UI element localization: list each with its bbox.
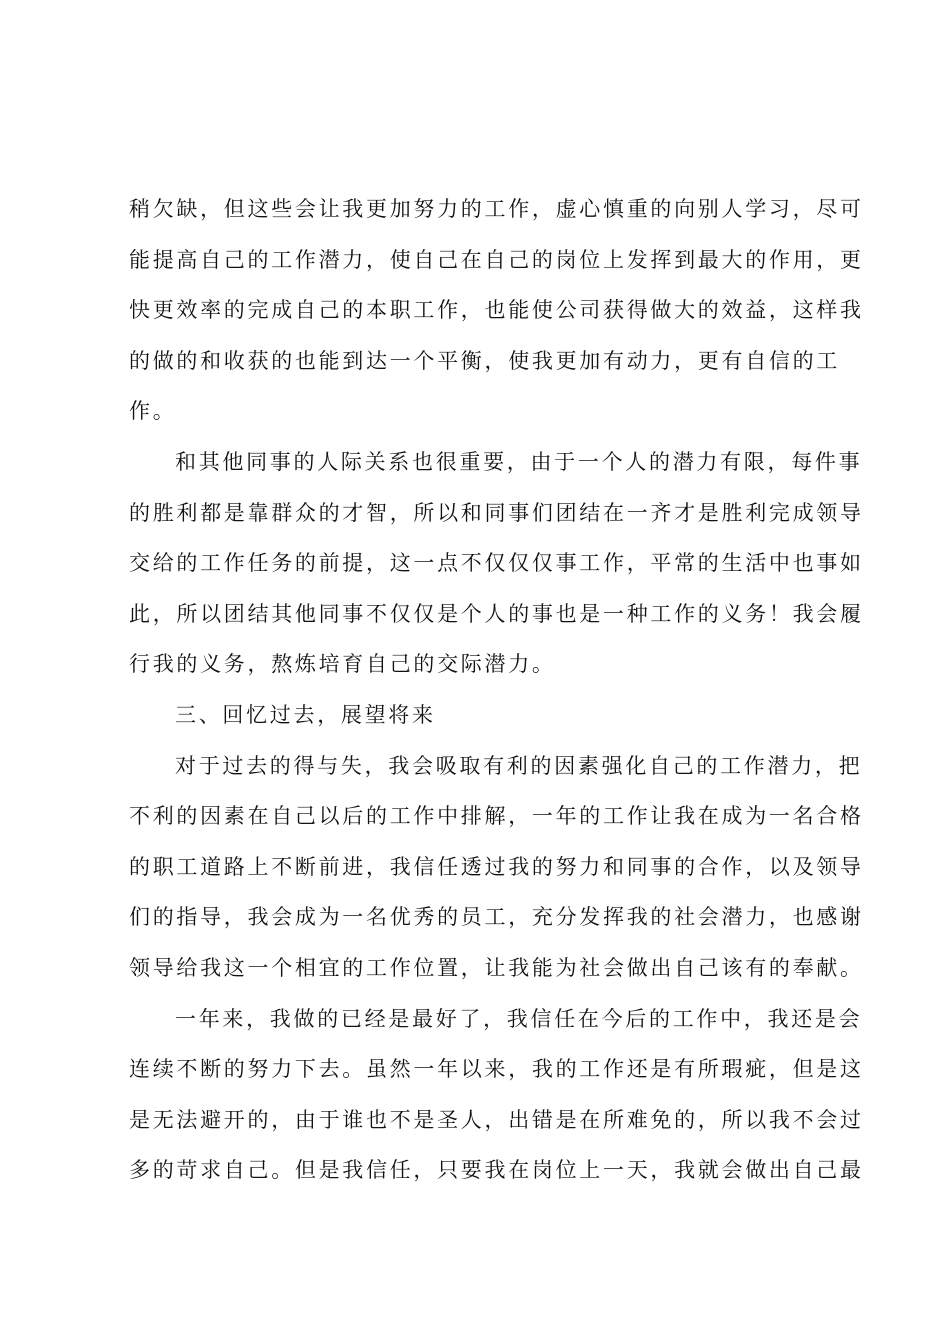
text-line: 是无法避开的，由于谁也不是圣人，出错是在所难免的，所以我不会过 [129, 1107, 864, 1132]
paragraph-3 [129, 741, 864, 994]
text-line: 快更效率的完成自己的本职工作，也能使公司获得做大的效益，这样我 [129, 298, 864, 323]
text-line: 的胜利都是靠群众的才智，所以和同事们团结在一齐才是胜利完成领导 [129, 500, 864, 525]
text-line: 交给的工作任务的前提，这一点不仅仅仅事工作，平常的生活中也事如 [129, 551, 864, 576]
paragraph-4 [129, 994, 864, 1196]
section-heading-text: 三、回忆过去，展望将来 [175, 702, 436, 727]
paragraph-2 [129, 437, 864, 690]
text-line: 作。 [129, 399, 177, 424]
section-heading [129, 690, 827, 741]
text-line: 行我的义务，熬炼培育自己的交际潜力。 [129, 652, 556, 677]
text-line: 能提高自己的工作潜力，使自己在自己的岗位上发挥到最大的作用，更 [129, 247, 864, 272]
text-line: 不利的因素在自己以后的工作中排解，一年的工作让我在成为一名合格 [129, 804, 864, 829]
text-line: 们的指导，我会成为一名优秀的员工，充分发挥我的社会潜力，也感谢 [129, 905, 864, 930]
text-line: 一年来，我做的已经是最好了，我信任在今后的工作中，我还是会 [175, 1006, 863, 1031]
text-line: 和其他同事的人际关系也很重要，由于一个人的潜力有限，每件事 [175, 449, 863, 474]
text-line: 稍欠缺，但这些会让我更加努力的工作，虚心慎重的向别人学习，尽可 [129, 197, 864, 221]
text-line: 的职工道路上不断前进，我信任透过我的努力和同事的合作，以及领导 [129, 854, 864, 879]
text-line: 此，所以团结其他同事不仅仅是个人的事也是一种工作的义务！我会履 [129, 601, 864, 626]
text-line: 连续不断的努力下去。虽然一年以来，我的工作还是有所瑕疵，但是这 [129, 1057, 864, 1082]
text-line: 对于过去的得与失，我会吸取有利的因素强化自己的工作潜力，把 [175, 753, 863, 778]
document-body [129, 184, 864, 1196]
text-line: 的做的和收获的也能到达一个平衡，使我更加有动力，更有自信的工 [129, 348, 840, 373]
paragraph-1 [129, 184, 864, 437]
text-line: 多的苛求自己。但是我信任，只要我在岗位上一天，我就会做出自己最 [129, 1158, 864, 1183]
text-line: 领导给我这一个相宜的工作位置，让我能为社会做出自己该有的奉献。 [129, 955, 864, 980]
